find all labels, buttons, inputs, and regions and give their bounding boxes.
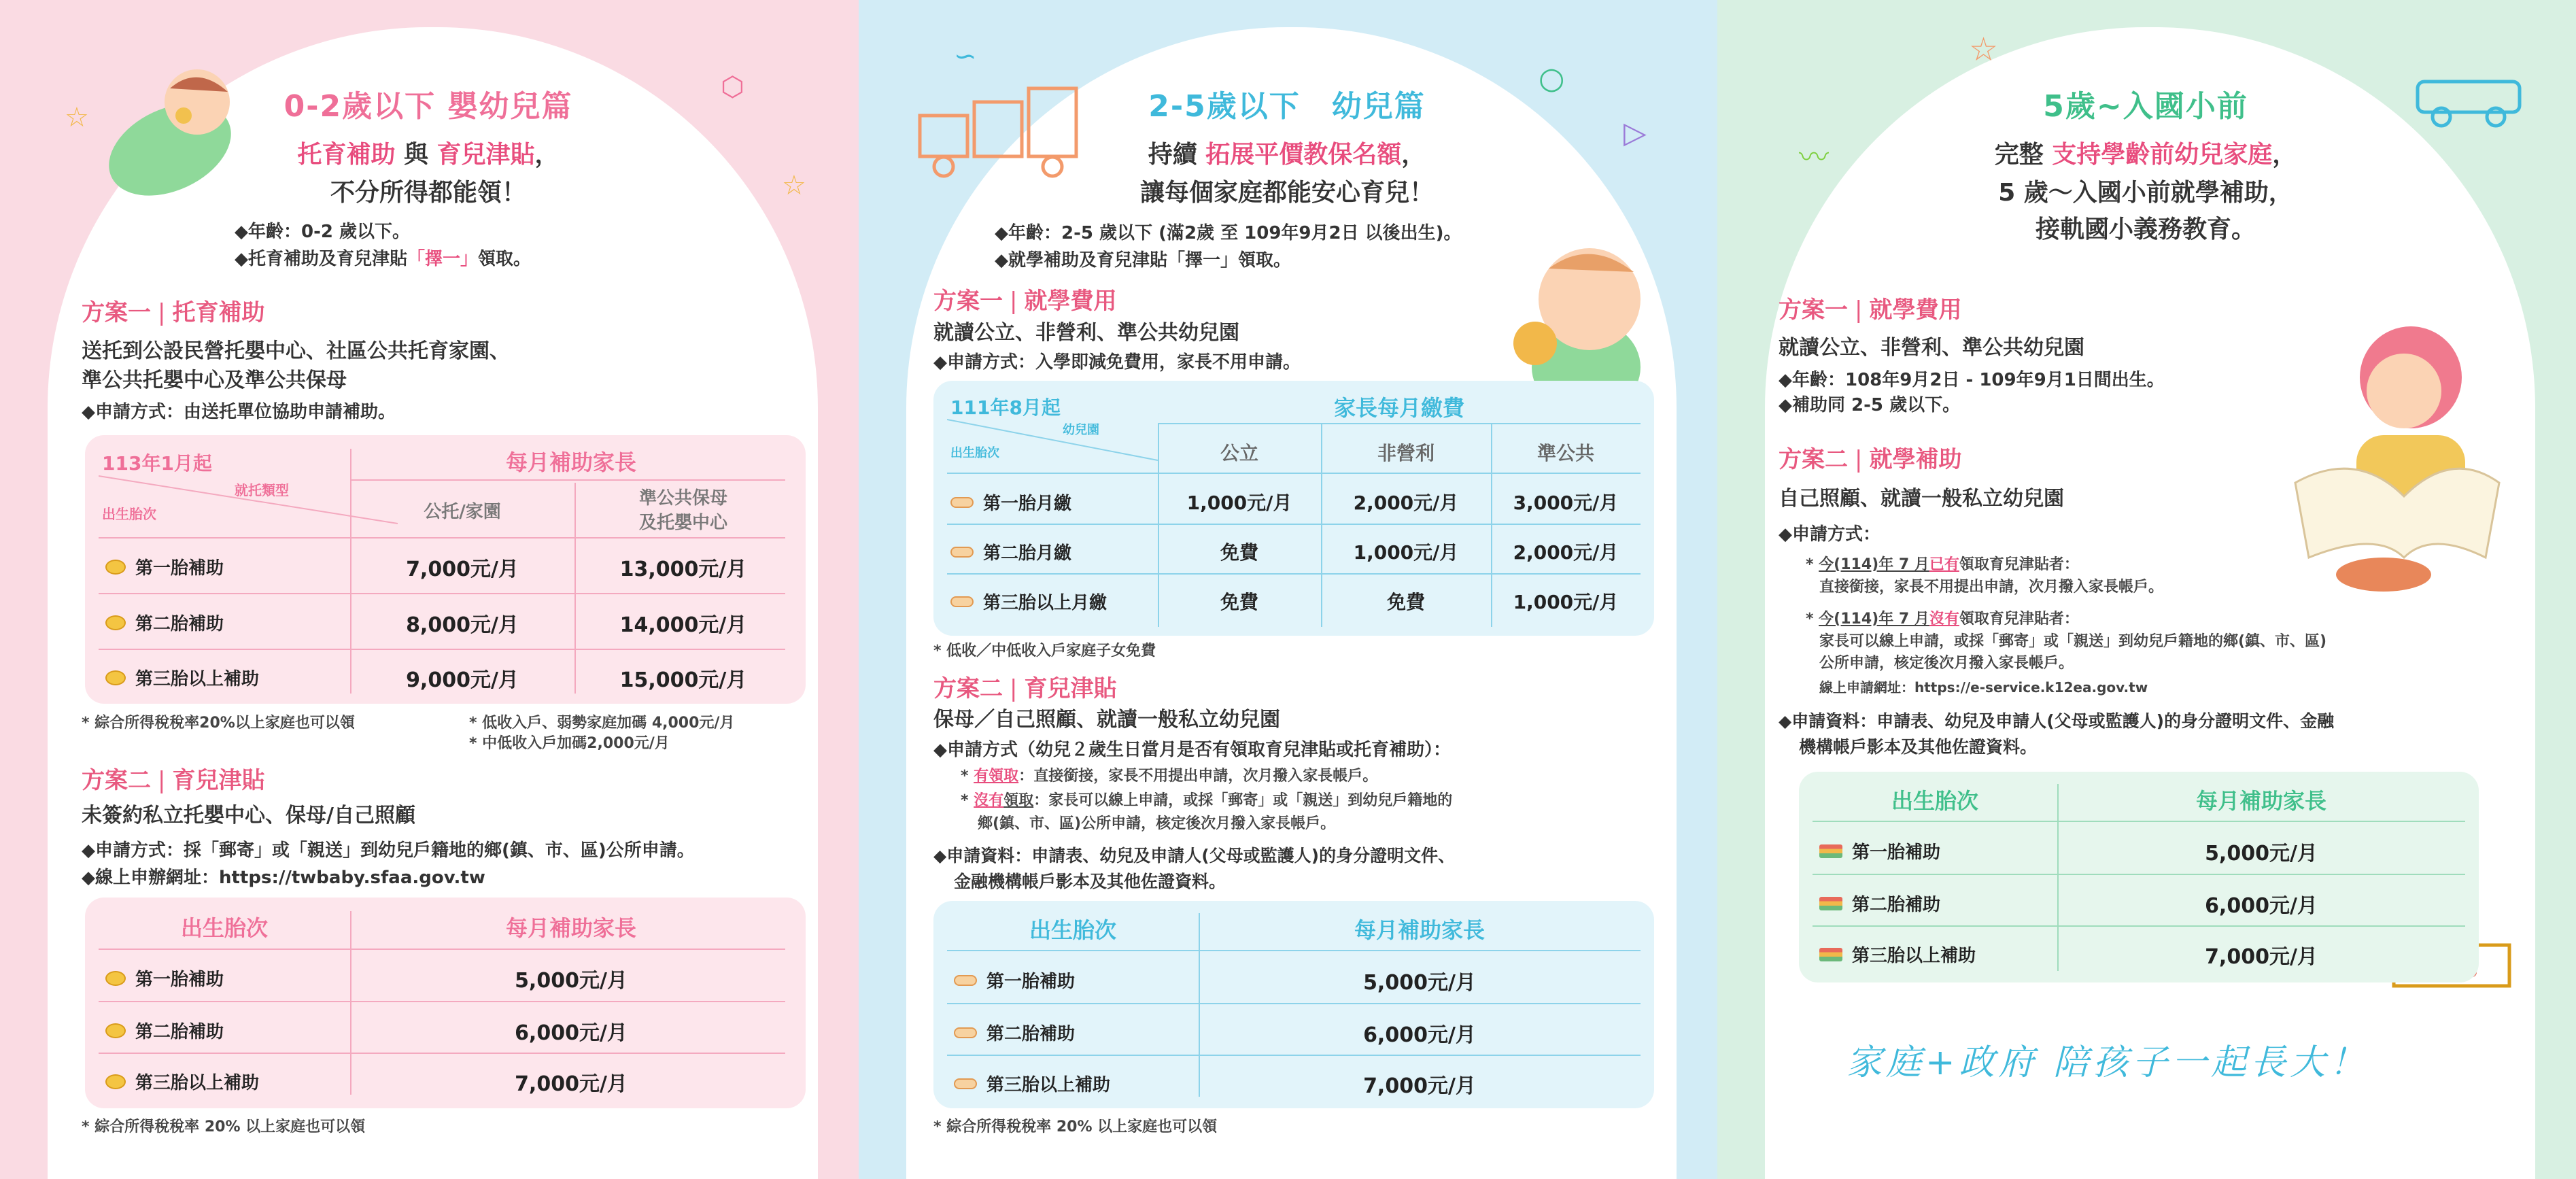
panel3-bullet-same: ◆補助同 2-5 歲以下。 [1779,395,1961,415]
panel2-allowance-table [933,901,1654,1108]
divider [947,573,1641,575]
highlight-text: 支持學齡前幼兒家庭 [2052,141,2273,169]
table-cell: 6,000元/月 [515,1021,628,1045]
table-row-label [1819,891,1940,916]
panel3-subtitle-2: 5 歲～入國小前就學補助， [1998,179,2293,207]
panel1-plan1-heading: 方案一 | 托育補助 [82,299,265,326]
text: ：家長可以線上申請，或採「郵寄」或「親送」到幼兒戶籍地的 [1033,792,1453,809]
panel3-subtitle-1 [1874,136,2418,174]
text: 第三胎以上補助 [986,1075,1111,1095]
text: 方案一 [82,299,151,326]
table-cell: 7,000元/月 [515,1072,628,1096]
bottle-icon [954,975,977,986]
panel-5-primary [1717,0,2576,1179]
coin-icon [105,615,126,630]
table-cell: 6,000元/月 [2205,894,2318,918]
table-corner-label: 幼兒園 [1063,423,1099,437]
text: 方案二 [933,675,1003,702]
panel2-plan2-apply: ◆申請方式（幼兒２歲生日當月是否有領取育兒津貼或托育補助）： [933,740,1451,760]
panel3-docs-2: 機構帳戶影本及其他佐證資料。 [1799,737,2038,757]
divider [947,950,1641,951]
table-cell: 3,000元/月 [1513,492,1619,514]
text: 領取育兒津貼者： [1959,556,2079,573]
divider [1813,874,2465,875]
panel-0-2 [0,0,859,1179]
panel3-plan2-desc: 自己照顧、就讀一般私立幼兒園 [1779,487,2064,511]
panel1-title: 0-2歲以下 嬰幼兒篇 [284,89,573,124]
column-header: 準公共 [1536,442,1594,464]
panel1-childcare-table [85,435,806,704]
table-row-label [105,554,224,579]
diagonal-line [947,416,1158,464]
books-icon [1819,948,1842,961]
bottle-icon [950,547,974,558]
table-row-label [950,539,1071,564]
divider [574,483,576,694]
swirl-icon: ∽ [954,41,977,72]
text: 第三胎以上補助 [1852,946,1976,966]
panel2-bullet-choose: ◆就學補助及育兒津貼「擇一」領取。 [995,250,1291,271]
divider [99,537,785,539]
highlight-text: 已有 [1929,556,1959,573]
text: 方案二 [1779,446,1848,473]
star-icon: ☆ [1969,31,1999,69]
panel1-footnote: * 綜合所得稅稅率 20% 以上家庭也可以領 [82,1118,366,1135]
table-corner-label: 113年1月起 [102,452,212,475]
panel3-title: 5歲~入國小前 [2043,89,2248,124]
text: 育兒津貼 [1024,675,1117,702]
table-row-label [105,665,259,690]
panel1-plan2-web: ◆線上申辦網址：https://twbaby.sfaa.gov.tw [82,868,485,888]
panel1-subtitle-2: 不分所得都能領！ [330,179,526,207]
panel1-note-tax: * 綜合所得稅稅率20%以上家庭也可以領 [82,715,355,732]
panel3-apply: ◆申請方式： [1779,524,1881,545]
divider [99,1053,785,1054]
panel1-note-lowincome: * 低收入戶、弱勢家庭加碼 4,000元/月 [469,715,735,732]
table-cell: 7,000元/月 [406,558,519,581]
divider [99,949,785,950]
highlight-text: 有領取 [974,768,1019,785]
panel3-not-line [1806,609,2079,630]
table-header: 家長每月繳費 [1333,395,1464,421]
divider [99,1001,785,1002]
panel1-bullet-age: ◆年齡：0-2 歲以下。 [235,222,411,242]
panel1-subtitle-1 [156,136,700,174]
table-header: 每月補助家長 [505,449,636,475]
column-header: 及托嬰中心 [638,513,727,533]
panel3-not-desc-1: 家長可以線上申請，或採「郵寄」或「親送」到幼兒戶籍地的鄉(鎮、市、區) [1819,633,2327,650]
text: 方案一 [933,288,1003,315]
divider [1158,423,1641,424]
text: * [961,768,974,785]
table-cell: 5,000元/月 [515,969,628,993]
text: 與 [395,141,437,169]
panel3-already-line [1806,554,2079,576]
table-corner-label: 出生胎次 [950,446,999,460]
panel3-docs-1: ◆申請資料：申請表、幼兒及申請人(父母或監護人)的身分證明文件、金融 [1779,711,2335,731]
highlight-text: 「擇一」 [407,249,479,269]
table-row-label [954,968,1075,993]
column-header: 公立 [1220,442,1258,464]
divider [1813,821,2465,822]
panel2-subtitle-1 [1015,136,1559,174]
text: * [1806,611,1819,628]
panel3-bullet-age: ◆年齡：108年9月2日 - 109年9月1日間出生。 [1779,370,2165,390]
highlight-text: 沒有 [974,792,1004,809]
panel3-plan1-desc: 就讀公立、非營利、準公共幼兒園 [1779,336,2084,360]
text: 領取。 [478,249,532,269]
text: 第二胎補助 [986,1024,1076,1044]
table-cell: 2,000元/月 [1513,541,1619,564]
panel2-note-lowincome: * 低收／中低收入戶家庭子女免費 [933,643,1156,660]
books-icon [1819,897,1842,910]
text: 今(114)年 7 月 [1819,556,1929,573]
panel1-allowance-table [85,898,806,1108]
panel3-plan2-heading: 方案二 | 就學補助 [1779,446,1962,473]
panel3-already-desc: 直接銜接，家長不用提出申請，次月撥入家長帳戶。 [1819,579,2164,596]
panel2-title: 2-5歲以下 幼兒篇 [1148,89,1426,124]
panel2-docs-1: ◆申請資料：申請表、幼兒及申請人(父母或監護人)的身分證明文件、 [933,846,1456,866]
text: 就學費用 [1869,296,1962,324]
text: 第二胎補助 [1852,895,1941,915]
text: 方案一 [1779,296,1848,324]
star-icon: ☆ [65,102,89,133]
panel3-allowance-table [1799,772,2479,982]
table-row-label [954,1071,1110,1096]
column-header: 出生胎次 [180,915,268,941]
bottle-icon [950,596,974,607]
panel2-fee-table [933,381,1654,636]
panel1-note-midincome: * 中低收入戶加碼2,000元/月 [469,735,670,752]
divider [947,1003,1641,1004]
column-header: 出生胎次 [1891,788,1978,814]
toy-car-icon [2411,68,2526,129]
table-cell: 1,000元/月 [1513,591,1619,613]
column-header: 出生胎次 [1029,917,1116,943]
text: 第二胎補助 [135,1022,224,1042]
text: ， [1401,141,1426,169]
text: 第一胎補助 [135,970,224,990]
text: 第三胎以上補助 [135,1073,260,1093]
text: 就學費用 [1024,288,1117,315]
panel1-plan1-apply: ◆申請方式：由送托單位協助申請補助。 [82,402,396,422]
text: 第一胎補助 [986,972,1076,992]
text: 第三胎以上補助 [135,669,260,689]
panel3-subtitle-3: 接軌國小義務教育。 [2035,216,2256,243]
panel2-not-received-line [961,790,1452,812]
coin-icon [105,670,126,685]
text: 第一胎補助 [1852,842,1941,863]
table-row-label [950,490,1071,515]
table-corner-label: 111年8月起 [950,396,1061,419]
coin-icon [105,971,126,986]
bottle-icon [950,497,974,508]
highlight-text: 拓展平價教保名額 [1205,141,1402,169]
table-row-label [105,1018,224,1043]
table-row-label [105,610,224,635]
text: 方案二 [82,767,151,794]
panel1-plan2-heading: 方案二 | 育兒津貼 [82,767,265,794]
panel2-footnote: * 綜合所得稅稅率 20% 以上家庭也可以領 [933,1118,1218,1135]
panel2-docs-2: 金融機構帳戶影本及其他佐證資料。 [954,872,1226,891]
table-cell: 2,000元/月 [1353,492,1459,514]
text: 第一胎月繳 [983,494,1072,514]
text: 持續 [1148,141,1206,169]
table-cell: 14,000元/月 [619,613,747,637]
text: 第三胎以上月繳 [983,593,1107,613]
table-row-label [950,589,1107,614]
divider [947,524,1641,525]
table-cell: 免費 [1386,591,1425,613]
table-row-label [105,966,224,991]
column-header: 每月補助家長 [505,915,636,941]
bottle-icon [954,1027,977,1038]
circle-icon: ○ [1539,61,1565,96]
column-header: 準公共保母 [638,488,727,509]
panel3-online-url[interactable]: 線上申請網址：https://e-service.k12ea.gov.tw [1819,679,2148,696]
column-header: 公托/家園 [424,502,501,522]
panel1-plan2-apply: ◆申請方式：採「郵寄」或「親送」到幼兒戶籍地的鄉(鎮、市、區)公所申請。 [82,840,695,861]
panel2-bullet-age: ◆年齡：2-5 歲以下 (滿2歲 至 109年9月2日 以後出生)。 [995,223,1462,243]
panel-2-5 [859,0,1717,1179]
highlight-text: 沒有 [1929,611,1959,628]
coin-icon [105,1074,126,1089]
table-row-label [954,1020,1075,1045]
text: ：直接銜接，家長不用提出申請，次月撥入家長帳戶。 [1018,768,1378,785]
text: 就學補助 [1869,446,1962,473]
table-row-label [1819,942,1976,967]
books-icon [1819,844,1842,858]
table-cell: 8,000元/月 [406,613,519,637]
triangle-icon: ▷ [1624,116,1647,150]
divider [350,479,785,481]
divider [99,649,785,650]
cube-icon: ⬡ [721,71,744,103]
column-header: 每月補助家長 [1354,917,1485,943]
text: * [961,792,974,809]
text: 托育補助 [172,299,265,326]
text: 第一胎補助 [135,558,224,579]
panel1-plan1-desc-1: 送托到公設民營托嬰中心、社區公共托育家園、 [82,339,510,363]
text: 第二胎補助 [135,614,224,634]
panel1-bullet-choose [235,245,531,273]
text: * [1806,556,1819,573]
coin-icon [105,560,126,575]
table-row-label [105,1069,259,1094]
text: ◆托育補助及育兒津貼 [235,249,407,269]
panel2-not-received-line-2: 鄉(鎮、市、區)公所申請，核定後次月撥入家長帳戶。 [978,815,1336,832]
text: ， [2272,141,2297,169]
panel2-subtitle-2: 讓每個家庭都能安心育兒！ [1139,179,1434,207]
text: ， [534,141,560,169]
bottle-icon [954,1078,977,1089]
panel1-plan2-desc: 未簽約私立托嬰中心、保母/自己照顧 [82,804,415,827]
column-header: 非營利 [1377,442,1435,464]
star-icon: ☆ [782,170,806,201]
table-corner-label: 就托類型 [235,482,289,498]
text: 第二胎月繳 [983,543,1072,564]
table-cell: 5,000元/月 [2205,842,2318,866]
table-cell: 7,000元/月 [1363,1074,1476,1098]
panel2-plan1-heading: 方案一 | 就學費用 [933,288,1117,315]
divider [1813,925,2465,927]
squiggle-icon: 〰 [1799,140,1829,175]
table-cell: 13,000元/月 [619,558,747,581]
table-cell: 1,000元/月 [1186,492,1292,514]
text: 完整 [1994,141,2053,169]
divider [947,1055,1641,1056]
highlight-text: 托育補助 [297,141,396,169]
column-header: 每月補助家長 [2195,788,2326,814]
panel3-slogan: 家庭+政府 陪孩子一起長大！ [1847,1042,2369,1083]
table-cell: 9,000元/月 [406,668,519,692]
table-row-label [1819,838,1940,864]
table-cell: 1,000元/月 [1353,541,1459,564]
table-cell: 7,000元/月 [2205,945,2318,969]
table-cell: 6,000元/月 [1363,1023,1476,1047]
panel2-plan1-desc: 就讀公立、非營利、準公共幼兒園 [933,321,1239,345]
panel2-received-line [961,766,1377,787]
highlight-text: 育兒津貼 [436,141,535,169]
divider [99,593,785,594]
table-cell: 免費 [1220,541,1258,564]
panel3-plan1-heading: 方案一 | 就學費用 [1779,296,1962,324]
panel2-plan1-apply: ◆申請方式：入學即減免費用，家長不用申請。 [933,352,1301,373]
text: 今(114)年 7 月 [1819,611,1929,628]
coin-icon [105,1023,126,1038]
text: 領取 [1003,792,1034,809]
panel3-not-desc-2: 公所申請，核定後次月撥入家長帳戶。 [1819,655,2074,672]
text: 領取育兒津貼者： [1959,611,2079,628]
panel1-plan1-desc-2: 準公共托嬰中心及準公共保母 [82,369,347,392]
panel2-plan2-heading: 方案二 | 育兒津貼 [933,675,1117,702]
table-corner-label: 出生胎次 [102,506,156,522]
table-cell: 15,000元/月 [619,668,747,692]
divider [947,473,1641,474]
girl-reading-illustration [2282,313,2506,598]
panel2-plan2-desc: 保母／自己照顧、就讀一般私立幼兒園 [933,708,1280,732]
text: 育兒津貼 [172,767,265,794]
table-cell: 免費 [1220,591,1258,613]
table-cell: 5,000元/月 [1363,971,1476,995]
